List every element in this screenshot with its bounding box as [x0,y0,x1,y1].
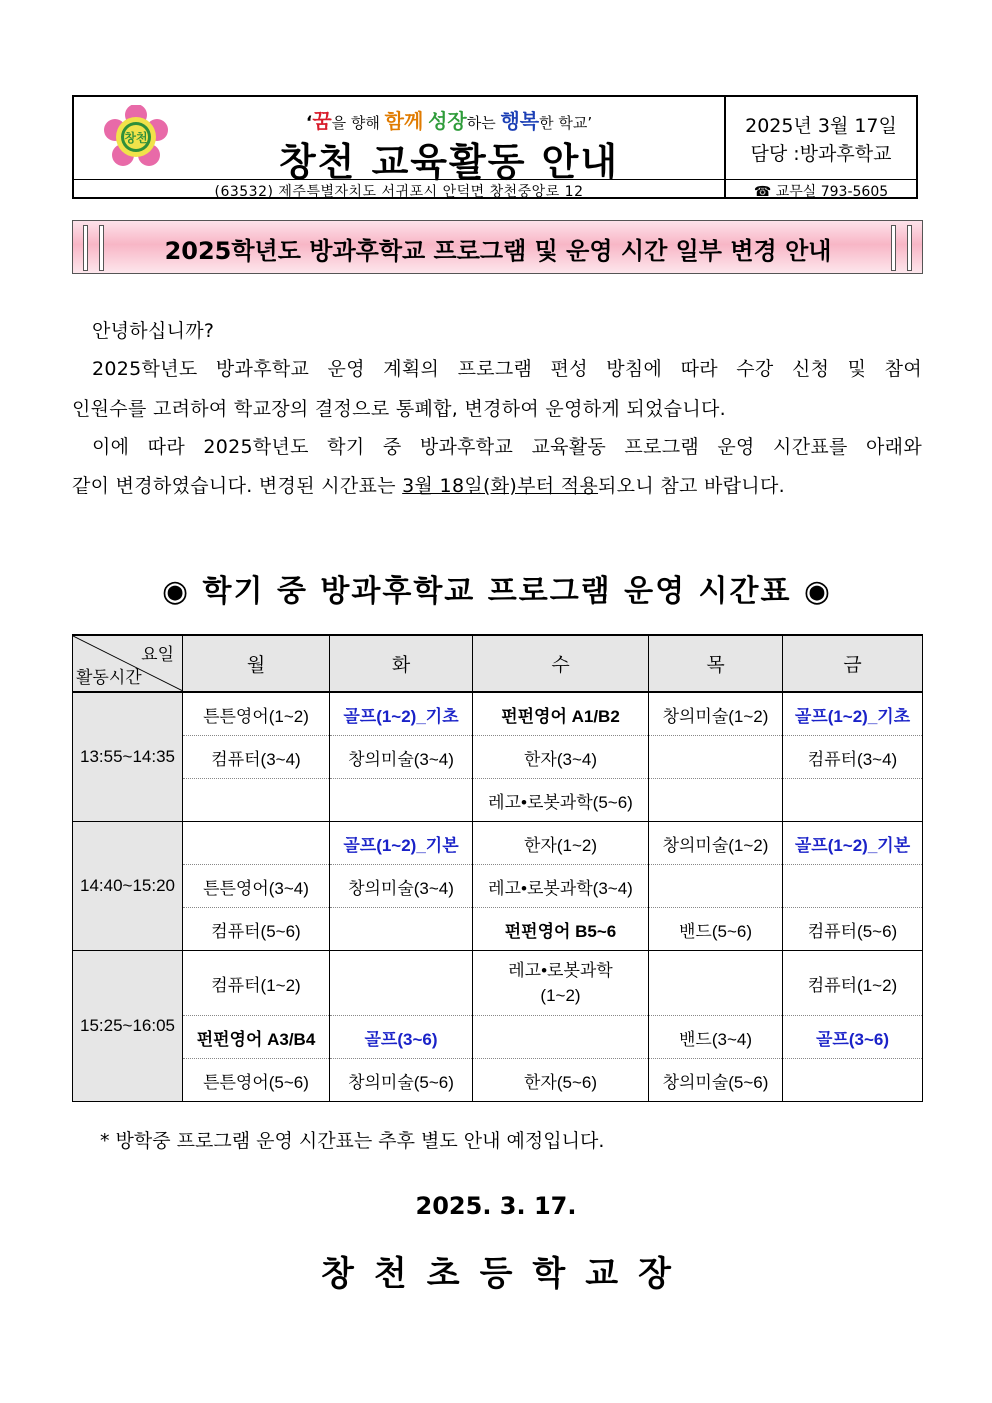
paragraph-1-line-2: 인원수를 고려하여 학교장의 결정으로 통폐합, 변경하여 운영하게 되었습니다. [72,398,726,420]
program-name: 레고•로봇과학(5~6) [488,792,633,812]
school-address: (63532) 제주특별자치도 서귀포시 안덕면 창천중앙로 12 [214,184,584,200]
time-slot-cell: 13:55~14:35 [73,692,183,822]
program-name: 골프(3~6) [364,1029,438,1049]
program-cell [473,1016,649,1059]
program-cell [649,692,783,736]
program-name: 컴퓨터(3~4) [807,749,898,769]
program-name: 컴퓨터(5~6) [211,921,301,941]
schedule-body [73,692,923,1102]
greeting: 안녕하십니까? [92,320,215,342]
day-header: 수 [473,635,649,692]
school-emblem-text: 창천 [124,131,148,145]
table-row [73,1059,923,1102]
program-cell [783,865,923,908]
program-cell [783,908,923,951]
program-name: 골프(1~2)_기초 [343,706,459,726]
program-name: 튼튼영어(3~4) [203,878,309,898]
table-row [73,865,923,908]
paragraph-1-line-1: 2025학년도 방과후학교 운영 계획의 프로그램 편성 방침에 따라 수강 신청 및 참여 [92,358,922,380]
school-motto: ‘꿈을 향해 함께 성장하는 행복한 학교’ [305,109,593,133]
program-name: 한자(5~6) [523,1072,597,1092]
effective-date-emphasis: 3월 18일(화)부터 적용 [402,475,599,497]
program-name: 튼튼영어(5~6) [203,1072,309,1092]
program-name: 컴퓨터(1~2) [211,975,301,995]
table-row [73,736,923,779]
program-name: 창의미술(3~4) [348,878,454,898]
program-cell [183,1059,330,1102]
program-name: 밴드(3~4) [678,1029,752,1049]
school-emblem-logo [104,105,168,169]
program-cell [783,951,923,1016]
program-name: 창의미술(5~6) [348,1072,454,1092]
document-owner: 담당 :방과후학교 [750,143,892,165]
program-cell [330,1016,473,1059]
banner-decoration [83,225,88,271]
program-cell [783,692,923,736]
program-cell [473,822,649,865]
program-cell [183,822,330,865]
program-cell [473,1059,649,1102]
program-cell [473,908,649,951]
program-cell [783,1016,923,1059]
time-slot-cell: 15:25~16:05 [73,951,183,1102]
table-row [73,822,923,865]
program-cell [473,951,649,1016]
program-cell [473,865,649,908]
program-cell [649,865,783,908]
day-header: 월 [183,635,330,692]
schedule-section-title: ◉ 학기 중 방과후학교 프로그램 운영 시간표 ◉ [161,574,833,609]
program-cell [649,822,783,865]
program-name: 컴퓨터(3~4) [211,749,301,769]
program-name: 골프(1~2)_기본 [794,835,911,855]
paragraph-2-line-1: 이에 따라 2025학년도 학기 중 방과후학교 교육활동 프로그램 운영 시간표를 아래와 [92,436,922,458]
day-header: 화 [330,635,473,692]
day-header: 목 [649,635,783,692]
program-cell [649,736,783,779]
table-row [73,908,923,951]
corner-day-label: 요일 [141,645,174,664]
school-phone: ☎ 교무실 793-5605 [753,184,889,200]
program-name: 펀펀영어 A1/B2 [501,706,620,726]
banner-decoration [907,225,912,271]
notice-banner [72,220,923,274]
program-cell [183,1016,330,1059]
program-cell [330,951,473,1016]
program-name: 레고•로봇과학 (1~2) [508,961,613,1005]
program-name: 골프(1~2)_기본 [343,835,459,855]
program-name: 골프(1~2)_기초 [794,706,911,726]
schedule-table [72,634,923,1102]
page-title: 창천 교육활동 안내 [278,140,620,184]
banner-decoration [99,225,104,271]
program-cell [473,779,649,822]
program-cell [783,1059,923,1102]
program-name: 창의미술(5~6) [662,1072,769,1092]
schedule-corner-cell [73,635,183,692]
program-name: 창의미술(1~2) [662,835,769,855]
program-cell [183,908,330,951]
document-date: 2025년 3월 17일 [745,115,897,137]
program-name: 한자(3~4) [523,749,597,769]
schedule-header-row [73,635,923,692]
program-name: 창의미술(3~4) [348,749,454,769]
program-name: 컴퓨터(5~6) [807,921,898,941]
program-name: 창의미술(1~2) [662,706,769,726]
paragraph-2-line-2: 같이 변경하였습니다. 변경된 시간표는 3월 18일(화)부터 적용되오니 참고 바랍니다. [72,475,785,497]
program-cell [183,736,330,779]
program-name: 골프(3~6) [815,1029,889,1049]
program-cell [183,951,330,1016]
principal-signature: 창천초등학교장 [321,1254,691,1294]
program-cell [330,822,473,865]
program-cell [330,1059,473,1102]
program-cell [649,908,783,951]
program-name: 컴퓨터(1~2) [807,975,898,995]
program-cell [330,736,473,779]
notice-title: 2025학년도 방과후학교 프로그램 및 운영 시간 일부 변경 안내 [164,237,832,265]
program-cell [783,779,923,822]
day-header: 금 [783,635,923,692]
program-cell [183,779,330,822]
program-cell [649,951,783,1016]
program-cell [473,692,649,736]
program-name: 튼튼영어(1~2) [203,706,309,726]
program-name: 레고•로봇과학(3~4) [488,878,633,898]
program-cell [330,908,473,951]
program-cell [649,779,783,822]
letterhead [72,95,918,199]
program-name: 펀펀영어 A3/B4 [196,1029,316,1049]
table-row [73,951,923,1016]
table-row [73,1016,923,1059]
corner-time-label: 활동시간 [76,668,142,687]
table-row [73,692,923,736]
program-cell [330,779,473,822]
banner-decoration [891,225,896,271]
table-row [73,779,923,822]
issue-date: 2025. 3. 17. [415,1192,577,1220]
program-cell [649,1016,783,1059]
program-cell [330,865,473,908]
program-cell [783,822,923,865]
program-cell [330,692,473,736]
program-cell [473,736,649,779]
program-name: 한자(1~2) [523,835,597,855]
program-cell [783,736,923,779]
footnote: * 방학중 프로그램 운영 시간표는 추후 별도 안내 예정입니다. [100,1130,605,1152]
program-cell [183,865,330,908]
program-name: 펀펀영어 B5~6 [504,921,617,941]
program-cell [649,1059,783,1102]
time-slot-cell: 14:40~15:20 [73,822,183,951]
program-cell [183,692,330,736]
program-name: 밴드(5~6) [678,921,752,941]
